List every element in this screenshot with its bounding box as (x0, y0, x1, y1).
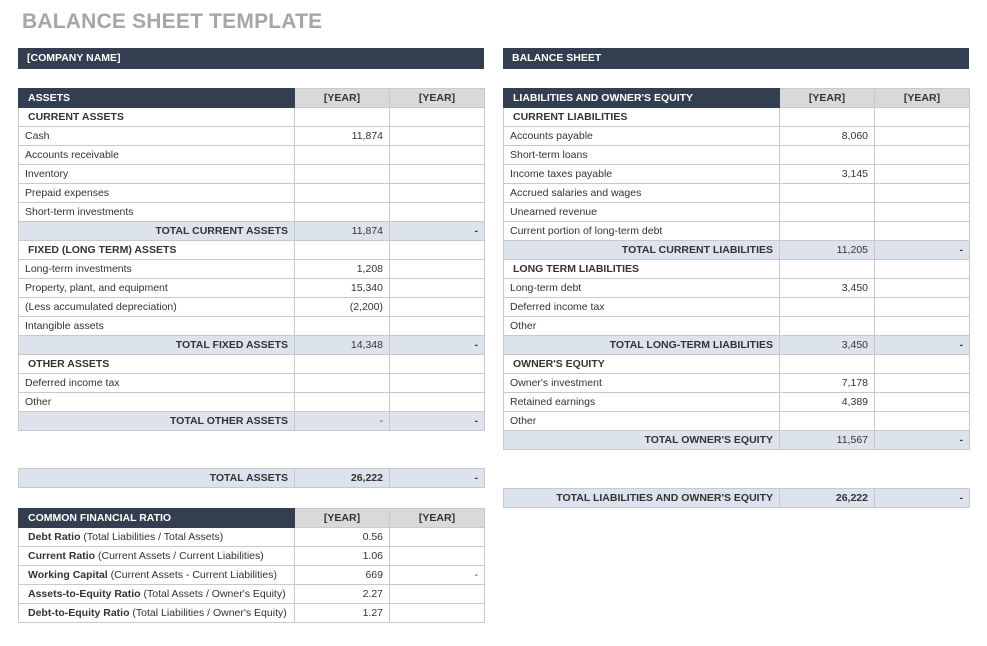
ratio-formula: (Total Liabilities / Total Assets) (80, 531, 224, 543)
ratio-value[interactable]: 1.27 (295, 604, 390, 623)
line-item-label: Long-term investments (19, 260, 295, 279)
total-value[interactable]: - (390, 412, 485, 431)
total-row (504, 431, 970, 450)
ratio-name: Assets-to-Equity Ratio (28, 588, 141, 600)
line-item-value[interactable]: 3,145 (780, 165, 875, 184)
line-item-value[interactable] (875, 412, 970, 431)
line-item-label: Short-term loans (504, 146, 780, 165)
long-term-liabilities-rows (504, 279, 970, 336)
line-item-label: Deferred income tax (19, 374, 295, 393)
assets-header-row (19, 89, 485, 108)
cell[interactable] (875, 260, 970, 279)
ratio-row (19, 547, 485, 566)
line-item-row (19, 260, 485, 279)
line-item-value[interactable] (295, 184, 390, 203)
year-header[interactable]: [YEAR] (780, 89, 875, 108)
ratio-name: Working Capital (28, 569, 108, 581)
line-item-value[interactable] (295, 146, 390, 165)
line-item-row (504, 393, 970, 412)
line-item-row (504, 184, 970, 203)
total-label: TOTAL CURRENT LIABILITIES (504, 241, 780, 260)
ratio-value[interactable]: 1.06 (295, 547, 390, 566)
line-item-label: Property, plant, and equipment (19, 279, 295, 298)
line-item-value[interactable] (875, 374, 970, 393)
total-value[interactable]: - (875, 431, 970, 450)
total-value[interactable]: - (390, 222, 485, 241)
other-assets-rows (19, 374, 485, 412)
line-item-row (504, 317, 970, 336)
ratio-row (19, 528, 485, 547)
line-item-value[interactable] (780, 317, 875, 336)
grand-total-label: TOTAL LIABILITIES AND OWNER'S EQUITY (504, 489, 780, 508)
ratio-table (18, 508, 485, 623)
cell[interactable] (780, 108, 875, 127)
line-item-value[interactable] (295, 393, 390, 412)
line-item-value[interactable] (295, 317, 390, 336)
total-assets-table (18, 468, 485, 488)
line-item-value[interactable] (390, 127, 485, 146)
line-item-row (19, 146, 485, 165)
line-item-row (504, 146, 970, 165)
section-heading: CURRENT ASSETS (19, 108, 295, 127)
balance-sheet-banner: BALANCE SHEET (503, 48, 969, 69)
line-item-label: Accrued salaries and wages (504, 184, 780, 203)
assets-header: ASSETS (19, 89, 295, 108)
ratio-label (19, 585, 295, 604)
line-item-value[interactable] (875, 279, 970, 298)
line-item-value[interactable] (875, 298, 970, 317)
equity-rows (504, 374, 970, 431)
ratio-formula: (Total Assets / Owner's Equity) (140, 588, 286, 600)
line-item-row (19, 374, 485, 393)
line-item-label: (Less accumulated depreciation) (19, 298, 295, 317)
line-item-value[interactable] (780, 298, 875, 317)
line-item-row (504, 298, 970, 317)
total-value[interactable]: - (295, 412, 390, 431)
total-row (504, 336, 970, 355)
line-item-label: Retained earnings (504, 393, 780, 412)
line-item-value[interactable]: 15,340 (295, 279, 390, 298)
ratio-value[interactable] (390, 585, 485, 604)
line-item-value[interactable]: (2,200) (295, 298, 390, 317)
ratio-formula: (Total Liabilities / Owner's Equity) (129, 607, 287, 619)
line-item-value[interactable]: 1,208 (295, 260, 390, 279)
total-value[interactable]: - (875, 336, 970, 355)
year-header[interactable]: [YEAR] (390, 509, 485, 528)
ratio-rows (19, 528, 485, 623)
ratio-name: Current Ratio (28, 550, 96, 562)
line-item-label: Long-term debt (504, 279, 780, 298)
liabilities-header: LIABILITIES AND OWNER'S EQUITY (504, 89, 780, 108)
line-item-value[interactable] (390, 279, 485, 298)
total-value[interactable]: 11,205 (780, 241, 875, 260)
line-item-value[interactable] (780, 184, 875, 203)
line-item-row (504, 279, 970, 298)
year-header[interactable]: [YEAR] (390, 89, 485, 108)
line-item-row (19, 393, 485, 412)
current-liabilities-rows (504, 127, 970, 241)
line-item-label: Other (504, 317, 780, 336)
cell[interactable] (295, 355, 390, 374)
line-item-value[interactable] (780, 203, 875, 222)
line-item-row (19, 317, 485, 336)
line-item-value[interactable] (295, 165, 390, 184)
year-header[interactable]: [YEAR] (295, 509, 390, 528)
cell[interactable] (875, 108, 970, 127)
line-item-row (19, 184, 485, 203)
ratio-label (19, 604, 295, 623)
line-item-label: Other (19, 393, 295, 412)
cell[interactable] (875, 355, 970, 374)
line-item-label: Accounts receivable (19, 146, 295, 165)
line-item-value[interactable]: 8,060 (780, 127, 875, 146)
line-item-row (504, 412, 970, 431)
line-item-row (504, 127, 970, 146)
line-item-label: Deferred income tax (504, 298, 780, 317)
total-label: TOTAL OTHER ASSETS (19, 412, 295, 431)
line-item-label: Inventory (19, 165, 295, 184)
cell[interactable] (390, 355, 485, 374)
total-value[interactable]: - (390, 336, 485, 355)
line-item-label: Other (504, 412, 780, 431)
cell[interactable] (390, 241, 485, 260)
line-item-label: Income taxes payable (504, 165, 780, 184)
grand-total-value[interactable]: - (875, 489, 970, 508)
ratio-formula: (Current Assets - Current Liabilities) (107, 569, 277, 581)
line-item-label: Unearned revenue (504, 203, 780, 222)
total-value[interactable]: 3,450 (780, 336, 875, 355)
line-item-value[interactable] (780, 412, 875, 431)
ratio-label (19, 547, 295, 566)
line-item-label: Cash (19, 127, 295, 146)
fixed-assets-rows (19, 260, 485, 336)
ratio-label (19, 566, 295, 585)
section-heading: LONG TERM LIABILITIES (504, 260, 780, 279)
total-value[interactable]: 11,874 (295, 222, 390, 241)
line-item-row (504, 222, 970, 241)
total-liabilities-equity-table (503, 488, 970, 508)
line-item-row (504, 165, 970, 184)
line-item-row (19, 165, 485, 184)
cell[interactable] (780, 355, 875, 374)
ratio-value[interactable]: - (390, 566, 485, 585)
grand-total-value[interactable]: 26,222 (295, 469, 390, 488)
section-heading: FIXED (LONG TERM) ASSETS (19, 241, 295, 260)
cell[interactable] (390, 108, 485, 127)
line-item-value[interactable] (875, 203, 970, 222)
line-item-value[interactable] (875, 146, 970, 165)
ratio-name: Debt-to-Equity Ratio (28, 607, 130, 619)
section-heading: CURRENT LIABILITIES (504, 108, 780, 127)
total-label: TOTAL LONG-TERM LIABILITIES (504, 336, 780, 355)
cell[interactable] (295, 241, 390, 260)
line-item-value[interactable] (295, 203, 390, 222)
line-item-value[interactable]: 7,178 (780, 374, 875, 393)
ratio-value[interactable] (390, 547, 485, 566)
total-row (19, 412, 485, 431)
line-item-value[interactable]: 4,389 (780, 393, 875, 412)
line-item-value[interactable] (390, 298, 485, 317)
line-item-row (19, 203, 485, 222)
section-heading: OWNER'S EQUITY (504, 355, 780, 374)
total-label: TOTAL CURRENT ASSETS (19, 222, 295, 241)
current-assets-rows (19, 127, 485, 222)
line-item-value[interactable] (875, 222, 970, 241)
grand-total-value[interactable]: 26,222 (780, 489, 875, 508)
total-row (504, 241, 970, 260)
year-header[interactable]: [YEAR] (295, 89, 390, 108)
line-item-row (19, 298, 485, 317)
ratio-value[interactable]: 0.56 (295, 528, 390, 547)
total-value[interactable]: 14,348 (295, 336, 390, 355)
line-item-value[interactable] (295, 374, 390, 393)
line-item-value[interactable] (390, 184, 485, 203)
grand-total-row (504, 489, 970, 508)
ratio-row (19, 585, 485, 604)
total-label: TOTAL FIXED ASSETS (19, 336, 295, 355)
grand-total-label: TOTAL ASSETS (19, 469, 295, 488)
ratio-row (19, 566, 485, 585)
line-item-value[interactable] (390, 317, 485, 336)
assets-table (18, 88, 485, 431)
total-value[interactable]: - (875, 241, 970, 260)
ratio-name: Debt Ratio (28, 531, 81, 543)
total-label: TOTAL OWNER'S EQUITY (504, 431, 780, 450)
line-item-row (19, 127, 485, 146)
ratio-row (19, 604, 485, 623)
line-item-label: Prepaid expenses (19, 184, 295, 203)
line-item-row (504, 374, 970, 393)
line-item-label: Intangible assets (19, 317, 295, 336)
line-item-value[interactable] (390, 165, 485, 184)
line-item-value[interactable]: 11,874 (295, 127, 390, 146)
line-item-value[interactable] (875, 184, 970, 203)
ratio-value[interactable] (390, 604, 485, 623)
page-title: BALANCE SHEET TEMPLATE (22, 10, 323, 33)
total-row (19, 336, 485, 355)
line-item-value[interactable]: 3,450 (780, 279, 875, 298)
ratio-value[interactable] (390, 528, 485, 547)
year-header[interactable]: [YEAR] (875, 89, 970, 108)
grand-total-row (19, 469, 485, 488)
line-item-label: Current portion of long-term debt (504, 222, 780, 241)
cell[interactable] (295, 108, 390, 127)
company-name-banner[interactable]: [COMPANY NAME] (18, 48, 484, 69)
line-item-value[interactable] (390, 146, 485, 165)
line-item-value[interactable] (780, 146, 875, 165)
total-row (19, 222, 485, 241)
line-item-row (504, 203, 970, 222)
cell[interactable] (780, 260, 875, 279)
ratio-header: COMMON FINANCIAL RATIO (19, 509, 295, 528)
line-item-value[interactable] (390, 374, 485, 393)
total-value[interactable]: 11,567 (780, 431, 875, 450)
ratio-value[interactable]: 669 (295, 566, 390, 585)
line-item-value[interactable] (390, 393, 485, 412)
line-item-row (19, 279, 485, 298)
line-item-value[interactable] (875, 317, 970, 336)
line-item-label: Owner's investment (504, 374, 780, 393)
line-item-value[interactable] (780, 222, 875, 241)
section-heading: OTHER ASSETS (19, 355, 295, 374)
line-item-label: Short-term investments (19, 203, 295, 222)
line-item-value[interactable] (390, 203, 485, 222)
liabilities-table (503, 88, 970, 450)
ratio-label (19, 528, 295, 547)
line-item-label: Accounts payable (504, 127, 780, 146)
ratio-value[interactable]: 2.27 (295, 585, 390, 604)
grand-total-value[interactable]: - (390, 469, 485, 488)
line-item-value[interactable] (390, 260, 485, 279)
ratio-formula: (Current Assets / Current Liabilities) (95, 550, 264, 562)
line-item-value[interactable] (875, 165, 970, 184)
line-item-value[interactable] (875, 393, 970, 412)
line-item-value[interactable] (875, 127, 970, 146)
